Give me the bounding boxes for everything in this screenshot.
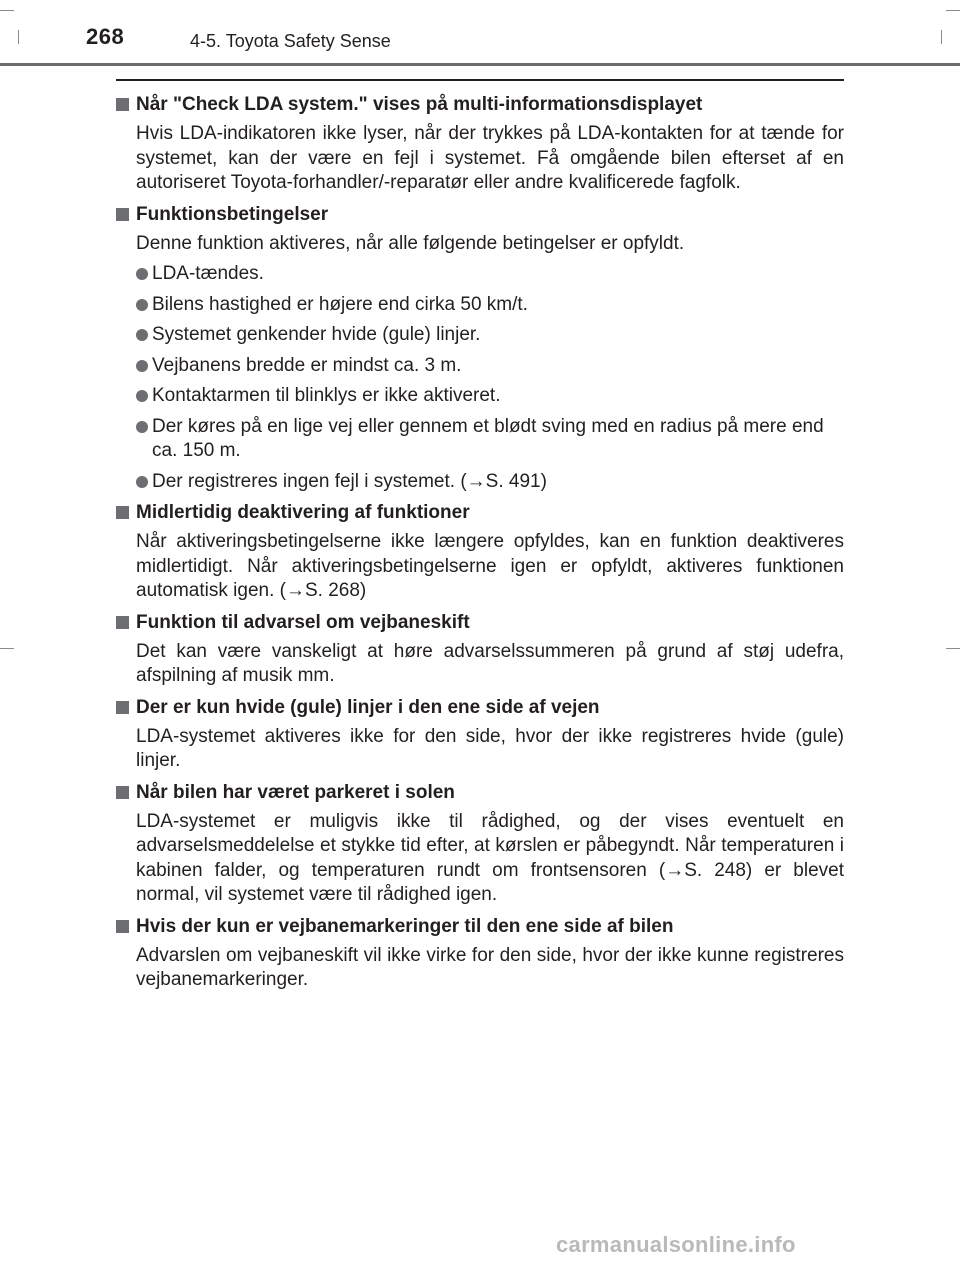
section-heading [116,914,844,940]
crop-mark [0,648,14,649]
paragraph: Det kan være vanskeligt at høre advarselssummeren på grund af støj udefra, afspilning af musik mm. [136,640,844,686]
section-heading [116,92,844,118]
section-heading-text: Hvis der kun er vejbanemarkeringer til den ene side af bilen [136,915,674,937]
paragraph: Hvis LDA-indikatoren ikke lyser, når der trykkes på LDA-kontakten for at tænde for systemet, kan der være en fejl i systemet. Få omgående bilen efterset af en autoriseret Toyota-forhandler/-reparatør eller andre kvalificerede fagfolk. [136,123,844,193]
list-item-text: Systemet genkender hvide (gule) linjer. [152,324,481,345]
crop-mark [946,10,960,11]
section-heading [116,610,844,636]
crop-mark [18,30,19,44]
list-item [136,354,844,379]
section-heading-text: Midlertidig deaktivering af funktioner [136,502,470,523]
list-item [136,293,844,318]
list-item [136,415,844,464]
section-heading-text: Funktion til advarsel om vejbaneskift [136,611,470,633]
list-item-text: Der køres på en lige vej eller gennem et blødt sving med en radius på mere end ca. 150 m. [152,415,824,461]
content [116,92,844,999]
watermark: carmanualsonline.info [556,1232,796,1257]
square-bullet-icon [116,506,129,519]
section-heading [116,695,844,721]
section-heading-text: Funktionsbetingelser [136,203,329,225]
paragraph: LDA-systemet aktiveres ikke for den side, hvor der ikke registreres hvide (gule) linjer. [136,725,844,771]
list-item-text: Der registreres ingen fejl i systemet. (→S. 491) [152,470,547,492]
list-item [136,470,844,495]
section-heading-text: Der er kun hvide (gule) linjer i den ene side af vejen [136,696,600,718]
list-item [136,323,844,348]
square-bullet-icon [116,786,129,799]
square-bullet-icon [116,701,129,714]
section-title: 4-5. Toyota Safety Sense [190,31,391,51]
paragraph: Advarslen om vejbaneskift vil ikke virke for den side, hvor der ikke kunne registreres vejbanemarkeringer. [136,944,844,990]
list-item-text: Bilens hastighed er højere end cirka 50 km/t. [152,293,528,315]
round-bullet-icon [136,360,148,372]
section-heading [116,780,844,806]
crop-mark [941,30,942,44]
round-bullet-icon [136,476,148,488]
paragraph: Når aktiveringsbetingelserne ikke længere opfyldes, kan en funktion deaktiveres midlertidigt. Når aktiveringsbetingelserne igen er opfyldt, aktiveres funktionen automatisk igen. (→S. 268) [136,531,844,601]
crop-mark [0,10,14,11]
crop-mark [946,648,960,649]
paragraph: Denne funktion aktiveres, når alle følgende betingelser er opfyldt. [136,232,685,254]
square-bullet-icon [116,208,129,221]
list-item [136,384,844,409]
square-bullet-icon [116,920,129,933]
section-heading-text: Når "Check LDA system." vises på multi-informationsdisplayet [136,94,703,115]
list-item-text: Vejbanens bredde er mindst ca. 3 m. [152,354,462,376]
section-heading [116,500,844,526]
top-rule [116,79,844,81]
paragraph: LDA-systemet er muligvis ikke til rådighed, og der vises eventuelt en advarselsmeddelelse et stykke tid efter, at kørslen er påbegyndt. Når temperaturen i kabinen falder, og temperaturen rundt om frontsensoren (→S. 248) er blevet normal, vil systemet være til rådighed igen. [136,810,844,905]
section-heading-text: Når bilen har været parkeret i solen [136,781,455,803]
round-bullet-icon [136,268,148,280]
round-bullet-icon [136,390,148,402]
square-bullet-icon [116,616,129,629]
page-number: 268 [86,24,125,49]
header-bar [0,63,960,66]
round-bullet-icon [136,299,148,311]
round-bullet-icon [136,421,148,433]
list-item [136,262,844,287]
square-bullet-icon [116,98,129,111]
list-item-text: LDA-tændes. [152,263,264,284]
list-item-text: Kontaktarmen til blinklys er ikke aktiveret. [152,385,501,406]
round-bullet-icon [136,329,148,341]
section-heading [116,202,844,228]
